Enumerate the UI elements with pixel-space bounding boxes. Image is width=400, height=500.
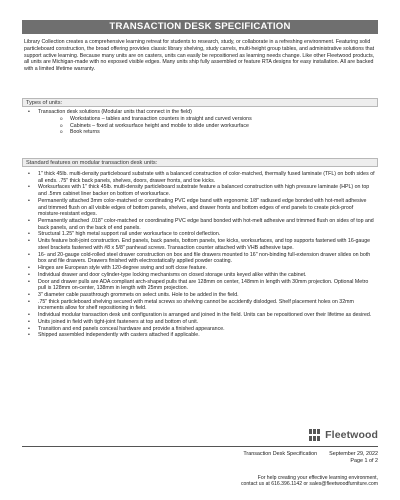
fleetwood-logo: [296, 428, 378, 442]
types-list: [24, 109, 376, 136]
footer-meta: [200, 451, 378, 464]
feature-item: • Shipped assembled independently with casters attached if applicable.: [24, 332, 376, 339]
footer-contact: [180, 475, 378, 488]
fleetwood-logo-text: Fleetwood: [325, 429, 378, 441]
footer-contact-text: contact us at 616.396.1142 or sales@fleetwoodfurniture.com: [240, 481, 378, 488]
types-subitem: o Book returns: [38, 129, 376, 136]
types-section-header: Types of units:: [22, 98, 378, 107]
fleetwood-logo-mark-icon: [309, 429, 323, 441]
feature-item: • Units feature bolt-joint construction. End panels, back panels, bottom panels, toe kicks, worksurfaces, and top supports fastened with 16-gauge steel brackets fastened with #8 x 5/8" panhead screws. Transaction counter attached with VHB adhesive tape.: [24, 238, 376, 251]
feature-item: • Permanently attached .018" color-matched or coordinating PVC edge band bonded with hot-melt adhesive and trimmed flush on sides of top and back panels, and on the back of end panels.: [24, 218, 376, 231]
types-sublist: [38, 116, 376, 136]
feature-item: • 3" diameter cable passthrough grommets on select units. Hole to be added in the field.: [24, 292, 376, 299]
feature-item: • Worksurfaces with 1" thick 45lb. multi-density particleboard substrate feature a balanced construction with high pressure laminate (HPL) on top and .5mm cabinet liner backer on bottom of worksurface.: [24, 184, 376, 197]
types-item: [24, 109, 376, 136]
types-subitem: o Cabinets – fixed at worksurface height and mobile to slide under worksurface: [38, 123, 376, 130]
types-item-text: Transaction desk solutions (Modular units that connect in the field): [38, 109, 192, 115]
features-list: [24, 171, 376, 339]
feature-item: • Transition and end panels conceal hardware and provide a finished appearance.: [24, 326, 376, 333]
intro-paragraph: Library Collection creates a comprehensive learning retreat for students to research, study, or collaborate in a refreshing environment. Featuring solid particleboard construction, the broad offering provides classic library shelving, study carrels, multi-height group tables, and administrative solutions that support active learning. Because many units are on casters, units can easily be repositioned as learning needs change. Like other Fleetwood products, all units are Michigan-made with no exposed visible edges. Many units ship fully assembled or feature RTA designs for easy installation. All are backed with a limited lifetime warranty.: [24, 39, 375, 72]
feature-item: • 1" thick 45lb. multi-density particleboard substrate with a balanced construction of color-matched, thermally fused laminate (TFL) on both sides of all ends. .75" thick back panels, shelves, doors, drawer fronts, and toe kicks.: [24, 171, 376, 184]
feature-item: • Individual drawer and door cylinder-type locking mechanisms on closed storage units keyed alike within the cabinet.: [24, 272, 376, 279]
footer-help-text: For help creating your effective learning environment,: [257, 475, 378, 481]
features-section-header: Standard features on modular transaction desk units:: [22, 158, 378, 167]
footer-date: September 29, 2022: [329, 451, 378, 457]
feature-item: • Individual modular transaction desk unit configuration is arranged and joined in the field. Units can be repositioned over their lifetime as desired.: [24, 312, 376, 319]
feature-item: • Permanently attached 3mm color-matched or coordinating PVC edge band with ergonomic 1/8" radiused edge bonded with hot-melt adhesive and trimmed flush on all visible edges of bottom panels, shelves, and drawer fronts and bottom edges of end panels to create pick-proof moisture-resistant edges.: [24, 198, 376, 218]
footer-divider: [22, 446, 378, 447]
feature-item: • 16- and 20-gauge cold-rolled steel drawer construction on box and file drawers mounted to 16" non-binding full-extension drawer slides on both box and file drawers. Drawers finished with electrostatically applied powder coating.: [24, 252, 376, 265]
feature-item: • Structural 1.25" high metal support rail under worksurface to control deflection.: [24, 231, 376, 238]
footer-page-number: Page 1 of 2: [350, 457, 378, 464]
document-title: TRANSACTION DESK SPECIFICATION: [22, 20, 378, 34]
feature-item: • .75" thick particleboard shelving secured with metal screws so shelving cannot be accidently dislodged. Shelf placement holes on 32mm increments allow for shelf repositioning in field.: [24, 299, 376, 312]
feature-item: • Hinges are European style with 120-degree swing and soft close feature.: [24, 265, 376, 272]
feature-item: • Units joined in field with tight-joint fasteners at top and bottom of unit.: [24, 319, 376, 326]
types-subitem: o Workstations – tables and transaction counters in straight and curved versions: [38, 116, 376, 123]
footer-doc-name: Transaction Desk Specification: [243, 451, 318, 457]
feature-item: • Door and drawer pulls are ADA compliant arch-shaped pulls that are 128mm on center, 148mm in length with 30mm projection. Optional Metro pull is 128mm on-center, 138mm in length with 25mm projection.: [24, 279, 376, 292]
